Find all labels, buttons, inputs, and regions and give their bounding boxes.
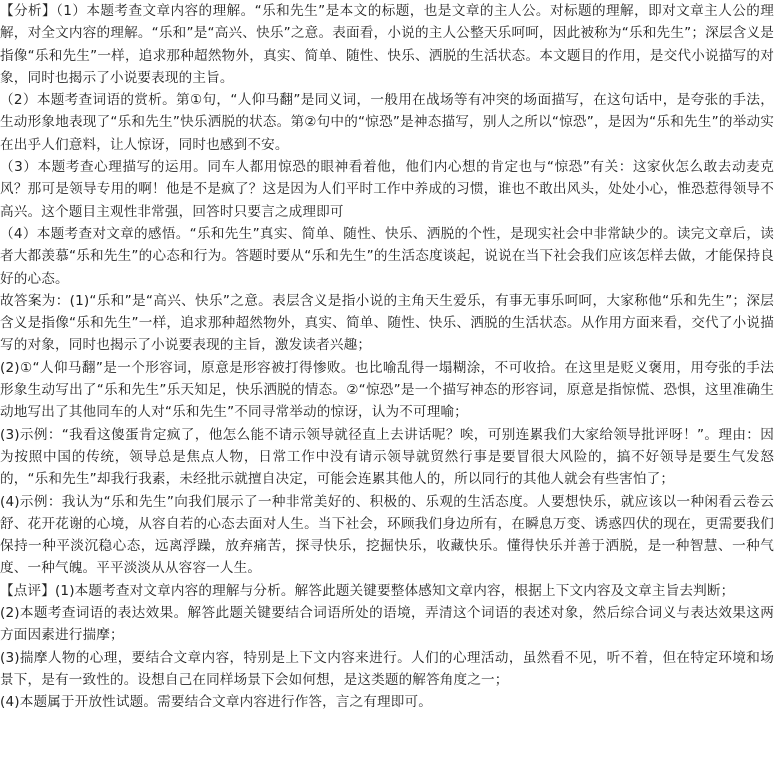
comment-part-1: 【点评】(1)本题考查对文章内容的理解与分析。解答此题关键要整体感知文章内容，根据上下文内容及文章主旨去判断；: [0, 582, 735, 599]
comment-part-4: (4)本题属于开放性试题。需要结合文章内容进行作答，言之有理即可。: [0, 694, 433, 711]
analysis-part-4: （4）本题考查对文章的感悟。“乐和先生”真实、简单、随性、快乐、洒脱的个性，是现实社会中非常缺少的。读完文章后，读者大都羡慕“乐和先生”的心态和行为。答题时要从“乐和先生”的生活态度谈起，说说在当下社会我们应该怎样去做，才能保持良好的心态。: [0, 225, 774, 287]
answer-part-2: (2)①“人仰马翻”是一个形容词，原意是形容被打得惨败。也比喻乱得一塌糊涂，不可收拾。在这里是贬义褒用，用夸张的手法形象生动写出了“乐和先生”乐天知足，快乐洒脱的情态。②“惊恐”是一个描写神态的形容词，原意是指惊慌、恐惧，这里准确生动地写出了其他同车的人对“乐和先生”不同寻常举动的惊讶，认为不可理喻；: [0, 359, 774, 421]
answer-part-3: (3)示例：“我看这傻蛋肯定疯了，他怎么能不请示领导就径直上去讲话呢？唉，可别连累我们大家给领导批评呀！”。理由：因为按照中国的传统，领导总是焦点人物，日常工作中没有请示领导就贸然行事是要冒很大风险的，搞不好领导是要生气发怒的，“乐和先生”却我行我素，未经批示就擅自决定，可能会连累其他人的，所以同行的其他人就会有些害怕了；: [0, 426, 774, 488]
comment-part-3: (3)揣摩人物的心理，要结合文章内容，特别是上下文内容来进行。人们的心理活动，虽然看不见，听不着，但在特定环境和场景下，是有一致性的。设想自己在同样场景下会如何想，是这类题的解答角度之一；: [0, 649, 774, 688]
analysis-part-3: （3）本题考查心理描写的运用。同车人都用惊恐的眼神看着他，他们内心想的肯定也与“惊恐”有关：这家伙怎么敢去动麦克风？那可是领导专用的啊！他是不是疯了？这是因为人们平时工作中养成的习惯，谁也不敢出风头，处处小心，惟恐惹得领导不高兴。这个题目主观性非常强，回答时只要言之成理即可: [0, 159, 774, 220]
analysis-part-1: 【分析】（1）本题考查文章内容的理解。“乐和先生”是本文的标题，也是文章的主人公。对标题的理解，即对文章主人公的理解，对全文内容的理解。“乐和”是“高兴、快乐”之意。表面看，小说的主人公整天乐呵呵，因此被称为“乐和先生”；深层含义是指像“乐和先生”一样，追求那种超然物外，真实、简单、随性、快乐、洒脱的生活状态。本文题目的作用，是交代小说描写的对象，同时也揭示了小说要表现的主旨。: [0, 3, 774, 86]
answer-part-4: (4)示例：我认为“乐和先生”向我们展示了一种非常美好的、积极的、乐观的生活态度。人要想快乐，就应该以一种闲看云卷云舒、花开花谢的心境，从容自若的心态去面对人生。当下社会，环顾我们身边所有，在瞬息万变、诱惑四伏的现在，更需要我们保持一种平淡沉稳心态，远离浮躁，放弃痛苦，探寻快乐，挖掘快乐，收藏快乐。懂得快乐并善于洒脱，是一种智慧、一种气度、一种气魄。平平淡淡从从容容一人生。: [0, 493, 774, 577]
answer-part-1: 故答案为：(1)“乐和”是“高兴、快乐”之意。表层含义是指小说的主角天生爱乐，有事无事乐呵呵，大家称他“乐和先生”；深层含义是指像“乐和先生”一样，追求那种超然物外，真实、简单、随性、快乐、洒脱的生活状态。从作用方面来看，交代了小说描写的对象，同时也揭示了小说要表现的主旨，激发读者兴趣；: [0, 292, 774, 354]
comment-part-2: (2)本题考查词语的表达效果。解答此题关键要结合词语所处的语境，弄清这个词语的表述对象，然后综合词义与表达效果这两方面因素进行揣摩；: [0, 605, 774, 644]
analysis-part-2: （2）本题考查词语的赏析。第①句，“人仰马翻”是同义词，一般用在战场等有冲突的场面描写，在这句话中，是夸张的手法，生动形象地表现了“乐和先生”快乐洒脱的状态。第②句中的“惊恐”是神态描写，别人之所以“惊恐”，是因为“乐和先生”的举动实在出乎人们意料，让人惊讶，同时也感到不安。: [0, 92, 774, 153]
